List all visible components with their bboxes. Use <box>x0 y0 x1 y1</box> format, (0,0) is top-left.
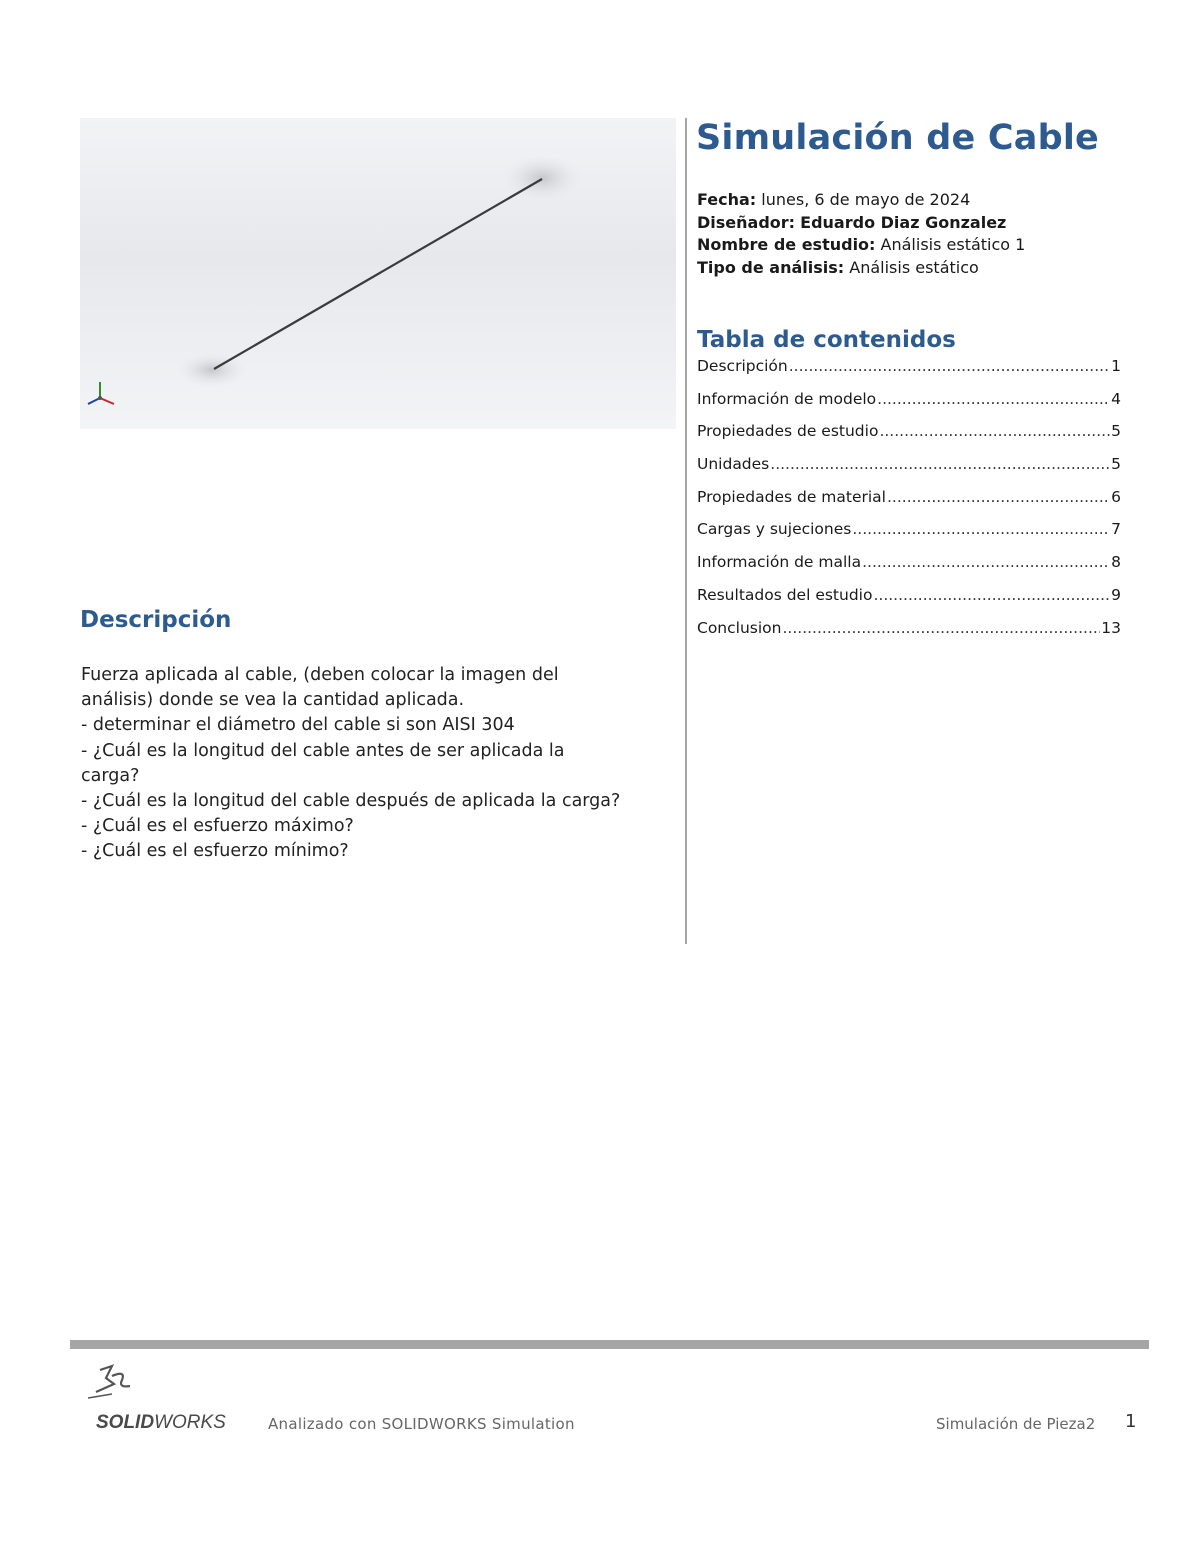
toc-leader-dots <box>879 422 1110 440</box>
toc-item[interactable] <box>697 357 1121 390</box>
study-meta <box>697 189 1025 280</box>
toc-item-page: 7 <box>1111 520 1121 539</box>
description-line: - ¿Cuál es el esfuerzo máximo? <box>81 816 354 837</box>
logo-text-rest: WORKS <box>154 1412 226 1433</box>
toc-item[interactable] <box>697 422 1121 455</box>
meta-date-label: Fecha: <box>697 190 757 209</box>
toc-leader-dots <box>782 619 1100 637</box>
description-line: - determinar el diámetro del cable si son AISI 304 <box>81 715 515 736</box>
toc-leader-dots <box>789 357 1110 375</box>
page-number: 1 <box>1125 1411 1137 1432</box>
cable-model-render <box>80 118 676 429</box>
meta-date-value: lunes, 6 de mayo de 2024 <box>761 190 971 209</box>
cable-line <box>214 179 542 369</box>
description-line: Fuerza aplicada al cable, (deben colocar la imagen del <box>81 665 559 685</box>
meta-analysis-type-row <box>697 257 1025 280</box>
toc-item-page: 4 <box>1111 389 1121 408</box>
meta-designer-value: Eduardo Diaz Gonzalez <box>800 212 1007 232</box>
toc-leader-dots <box>852 520 1110 538</box>
toc-leader-dots <box>887 488 1110 506</box>
description-line: - ¿Cuál es el esfuerzo mínimo? <box>81 841 349 862</box>
toc-item-label: Conclusion <box>697 618 782 637</box>
meta-analysis-type-label: Tipo de análisis: <box>697 258 845 278</box>
toc-item-page: 6 <box>1111 487 1121 506</box>
column-divider <box>685 118 687 944</box>
toc-item[interactable] <box>697 390 1121 423</box>
toc-item-label: Resultados del estudio <box>697 585 873 604</box>
toc-leader-dots <box>862 553 1110 571</box>
table-of-contents <box>697 357 1121 651</box>
toc-item-label: Descripción <box>697 357 788 375</box>
toc-item-label: Propiedades de estudio <box>697 422 879 441</box>
toc-item-page: 9 <box>1111 585 1121 604</box>
meta-designer-label: Diseñador: <box>697 212 796 232</box>
description-heading: Descripción <box>80 607 232 633</box>
page-title: Simulación de Cable <box>696 118 1099 158</box>
toc-item[interactable] <box>697 586 1121 619</box>
toc-item-label: Propiedades de material <box>697 487 886 506</box>
toc-item-label: Información de modelo <box>697 389 877 408</box>
meta-study-name-value: Análisis estático 1 <box>880 235 1026 255</box>
toc-leader-dots <box>770 455 1110 473</box>
toc-item-page: 1 <box>1111 357 1121 375</box>
toc-item[interactable] <box>697 488 1121 521</box>
description-line: análisis) donde se vea la cantidad aplicada. <box>81 690 465 711</box>
footer-analyzed-with: Analizado con SOLIDWORKS Simulation <box>268 1415 575 1433</box>
toc-item-label: Información de malla <box>697 553 862 572</box>
description-body <box>81 663 681 865</box>
logo-text-bold: SOLID <box>96 1412 155 1433</box>
solidworks-wordmark <box>96 1412 226 1434</box>
meta-study-name-label: Nombre de estudio: <box>697 235 876 255</box>
toc-item-page: 5 <box>1111 422 1121 441</box>
meta-study-name-row <box>697 234 1025 257</box>
toc-item-page: 13 <box>1101 618 1121 637</box>
description-line: carga? <box>81 765 140 786</box>
footer-rule <box>70 1340 1149 1349</box>
meta-date-row <box>697 189 1025 212</box>
toc-item-page: 8 <box>1111 553 1121 572</box>
description-line: - ¿Cuál es la longitud del cable después de aplicada la carga? <box>81 791 621 812</box>
toc-leader-dots <box>873 586 1110 604</box>
meta-designer-row <box>697 212 1025 235</box>
footer-document-name: Simulación de Pieza2 <box>936 1415 1096 1433</box>
triad-icon <box>88 382 114 404</box>
shadow-bottom <box>176 352 248 388</box>
toc-item[interactable] <box>697 520 1121 553</box>
description-line: - ¿Cuál es la longitud del cable antes de ser aplicada la <box>81 740 565 761</box>
toc-item-label: Cargas y sujeciones <box>697 520 852 539</box>
toc-item-page: 5 <box>1111 455 1121 474</box>
toc-item[interactable] <box>697 619 1121 652</box>
toc-heading: Tabla de contenidos <box>697 327 956 353</box>
meta-analysis-type-value: Análisis estático <box>849 258 979 278</box>
model-viewport-image <box>80 118 676 429</box>
toc-item-label: Unidades <box>697 455 770 474</box>
toc-item[interactable] <box>697 455 1121 488</box>
toc-item[interactable] <box>697 553 1121 586</box>
toc-leader-dots <box>877 390 1110 408</box>
